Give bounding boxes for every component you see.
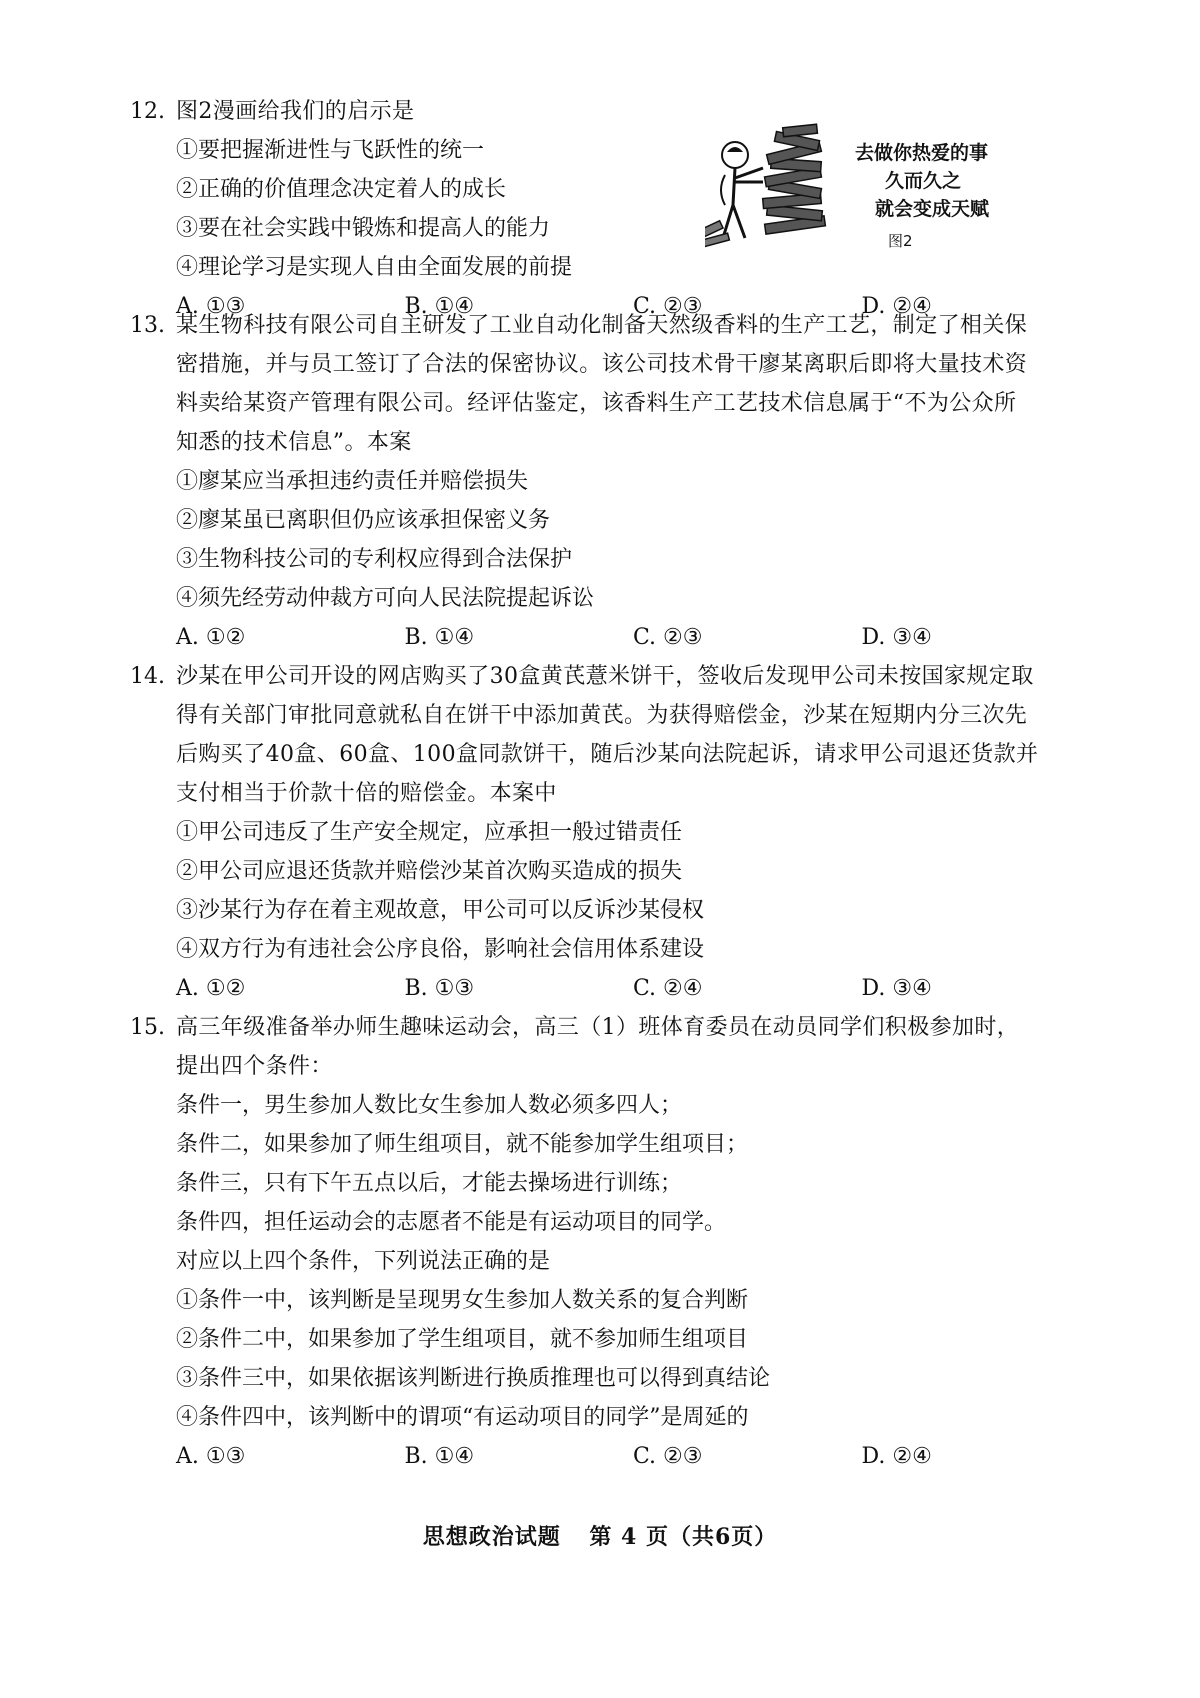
option-3: ③沙某行为存在着主观故意，甲公司可以反诉沙某侵权 xyxy=(176,898,705,923)
option-1: ①条件一中，该判断是呈现男女生参加人数关系的复合判断 xyxy=(176,1288,749,1313)
choice-a: A. ①② xyxy=(176,625,246,650)
question-stem-line: 料卖给某资产管理有限公司。经评估鉴定，该香料生产工艺技术信息属于“不为公众所 xyxy=(176,391,1017,416)
option-3: ③生物科技公司的专利权应得到合法保护 xyxy=(176,547,573,572)
question-stem-line: 后购买了40盒、60盒、100盒同款饼干，随后沙某向法院起诉，请求甲公司退还货款并 xyxy=(176,742,1039,767)
condition-2: 条件二，如果参加了师生组项目，就不能参加学生组项目； xyxy=(176,1132,749,1157)
choice-b: B. ①④ xyxy=(404,1444,475,1469)
cartoon-caption-line-2: 久而久之 xyxy=(885,170,962,192)
choice-b: B. ①④ xyxy=(404,294,475,319)
question-number: 12. xyxy=(130,99,165,124)
choice-c: C. ②③ xyxy=(633,625,703,650)
option-2: ②条件二中，如果参加了学生组项目，就不参加师生组项目 xyxy=(176,1327,749,1352)
choice-c: C. ②③ xyxy=(633,1444,703,1469)
condition-3: 条件三，只有下午五点以后，才能去操场进行训练； xyxy=(176,1171,683,1196)
option-1: ①要把握渐进性与飞跃性的统一 xyxy=(176,138,485,163)
option-2: ②甲公司应退还货款并赔偿沙某首次购买造成的损失 xyxy=(176,859,683,884)
choice-a: A. ①③ xyxy=(176,1444,246,1469)
choice-d: D. ③④ xyxy=(861,976,932,1001)
question-13-header xyxy=(130,306,1090,462)
choice-c: C. ②③ xyxy=(633,294,703,319)
condition-4: 条件四，担任运动会的志愿者不能是有运动项目的同学。 xyxy=(176,1210,727,1235)
option-4: ④条件四中，该判断中的谓项“有运动项目的同学”是周延的 xyxy=(176,1405,749,1430)
question-stem-line: 密措施，并与员工签订了合法的保密协议。该公司技术骨干廖某离职后即将大量技术资 xyxy=(176,352,1028,377)
option-2: ②廖某虽已离职但仍应该承担保密义务 xyxy=(176,508,551,533)
page-footer xyxy=(0,1520,1200,1551)
choice-c: C. ②④ xyxy=(633,976,703,1001)
question-15 xyxy=(130,1008,1090,1476)
question-stem-line: 高三年级准备举办师生趣味运动会，高三（1）班体育委员在动员同学们积极参加时， xyxy=(176,1015,1020,1040)
question-stem-line: 知悉的技术信息”。本案 xyxy=(176,430,412,455)
choice-d: D. ②④ xyxy=(861,1444,932,1469)
question-number: 14. xyxy=(130,664,165,689)
question-stem-line: 支付相当于价款十倍的赔偿金。本案中 xyxy=(176,781,557,806)
question-stem: 图2漫画给我们的启示是 xyxy=(176,99,415,124)
condition-prompt: 对应以上四个条件，下列说法正确的是 xyxy=(176,1249,551,1274)
question-stem-line: 某生物科技有限公司自主研发了工业自动化制备天然级香料的生产工艺，制定了相关保 xyxy=(176,313,1028,338)
question-15-header xyxy=(130,1008,1090,1086)
option-4: ④理论学习是实现人自由全面发展的前提 xyxy=(176,255,573,280)
option-1: ①甲公司违反了生产安全规定，应承担一般过错责任 xyxy=(176,820,683,845)
footer-subject: 思想政治试题 xyxy=(422,1524,561,1550)
choice-d: D. ②④ xyxy=(861,294,932,319)
condition-1: 条件一，男生参加人数比女生参加人数必须多四人； xyxy=(176,1093,683,1118)
question-stem-line: 沙某在甲公司开设的网店购买了30盒黄芪薏米饼干，签收后发现甲公司未按国家规定取 xyxy=(176,664,1034,689)
choice-b: B. ①④ xyxy=(404,625,475,650)
footer-page-number: 第 4 页（共6页） xyxy=(589,1524,778,1550)
question-number: 15. xyxy=(130,1015,165,1040)
figure-label: 图2 xyxy=(888,232,913,250)
option-3: ③要在社会实践中锻炼和提高人的能力 xyxy=(176,216,551,241)
cartoon-caption-line-1: 去做你热爱的事 xyxy=(855,142,989,164)
answer-choices xyxy=(130,618,1090,657)
option-2: ②正确的价值理念决定着人的成长 xyxy=(176,177,507,202)
choice-d: D. ③④ xyxy=(861,625,932,650)
question-14 xyxy=(130,657,1090,1008)
choice-b: B. ①③ xyxy=(404,976,475,1001)
question-14-header xyxy=(130,657,1090,813)
choice-a: A. ①② xyxy=(176,976,246,1001)
option-4: ④双方行为有违社会公序良俗，影响社会信用体系建设 xyxy=(176,937,705,962)
answer-choices xyxy=(130,1437,1090,1476)
option-4: ④须先经劳动仲裁方可向人民法院提起诉讼 xyxy=(176,586,595,611)
answer-choices xyxy=(130,969,1090,1008)
question-number: 13. xyxy=(130,313,165,338)
option-1: ①廖某应当承担违约责任并赔偿损失 xyxy=(176,469,529,494)
cartoon-caption-line-3: 就会变成天赋 xyxy=(875,198,990,220)
option-3: ③条件三中，如果依据该判断进行换质推理也可以得到真结论 xyxy=(176,1366,771,1391)
question-stem-line: 提出四个条件： xyxy=(176,1054,333,1079)
question-stem-line: 得有关部门审批同意就私自在饼干中添加黄芪。为获得赔偿金，沙某在短期内分三次先 xyxy=(176,703,1028,728)
question-13 xyxy=(130,306,1090,657)
choice-a: A. ①③ xyxy=(176,294,246,319)
